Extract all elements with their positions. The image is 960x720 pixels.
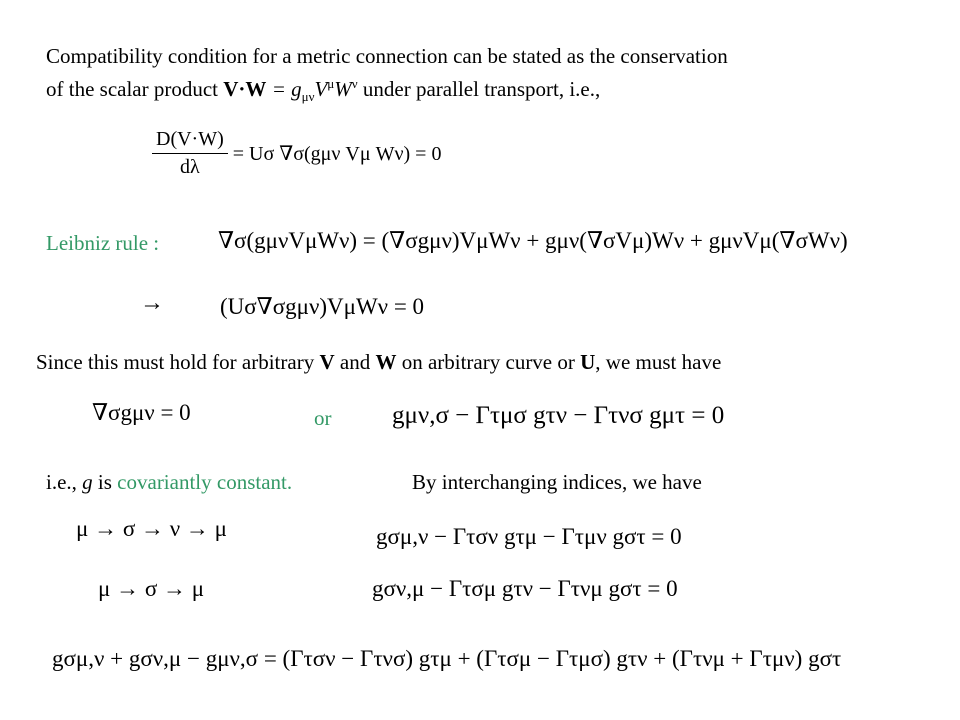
leibniz-label: Leibniz rule : — [46, 231, 160, 255]
conclusion-covariantly-constant: covariantly constant. — [117, 470, 293, 494]
since-and: and — [334, 350, 376, 374]
since-u: U — [580, 350, 596, 374]
conclusion-line — [46, 470, 292, 495]
conclusion-prefix: i.e., — [46, 470, 83, 494]
derivative-rhs: = Uσ ∇σ(gμν Vμ Wν) = 0 — [232, 143, 442, 165]
intro-line-2 — [46, 76, 600, 105]
permutation-1-equation: gσμ,ν − Γτσν gτμ − Γτμν gστ = 0 — [376, 524, 682, 549]
derivative-fraction — [152, 128, 228, 179]
intro-vector-w: W — [334, 77, 352, 101]
interchange-statement: By interchanging indices, we have — [412, 470, 702, 494]
implies-equation: (Uσ∇σgμν)VμWν = 0 — [220, 294, 425, 319]
intro-line-2-suffix: under parallel transport, i.e., — [357, 77, 601, 101]
since-v: V — [319, 350, 335, 374]
permutation-2-equation: gσν,μ − Γτσμ gτν − Γτνμ gστ = 0 — [372, 576, 678, 601]
or-label: or — [314, 406, 332, 430]
implies-arrow: → — [140, 290, 164, 316]
leibniz-equation: ∇σ(gμνVμWν) = (∇σgμν)VμWν + gμν(∇σVμ)Wν + gμνVμ(∇σWν) — [218, 228, 848, 253]
since-statement — [36, 350, 721, 375]
since-w: W — [375, 350, 397, 374]
metric-christoffel-equation: gμν,σ − Γτμσ gτν − Γτνσ gμτ = 0 — [392, 402, 725, 429]
intro-metric-g: = g — [266, 77, 302, 101]
since-prefix: Since this must hold for arbitrary — [36, 350, 320, 374]
intro-index-nu: ν — [351, 76, 358, 91]
derivative-numerator: D(V·W) — [152, 128, 228, 154]
derivative-denominator: dλ — [180, 156, 200, 178]
intro-index-mu: μ — [327, 76, 335, 91]
intro-metric-indices: μν — [301, 89, 315, 105]
since-suffix: , we must have — [595, 350, 722, 374]
intro-scalar-product: V·W — [223, 77, 267, 101]
intro-line-2-prefix: of the scalar product — [46, 77, 224, 101]
intro-line-1: Compatibility condition for a metric connection can be stated as the conservation — [46, 44, 728, 68]
permutation-2-label: μ → σ → μ — [98, 576, 205, 601]
permutation-1-label: μ → σ → ν → μ — [76, 516, 227, 541]
intro-vector-v: V — [314, 77, 328, 101]
since-middle: on arbitrary curve or — [396, 350, 581, 374]
conclusion-mid: is — [92, 470, 118, 494]
derivative-equation — [152, 128, 441, 179]
metric-covariant-equation: ∇σgμν = 0 — [92, 400, 191, 425]
conclusion-g: g — [82, 470, 93, 494]
final-equation: gσμ,ν + gσν,μ − gμν,σ = (Γτσν − Γτνσ) gτμ + (Γτσμ − Γτμσ) gτν + (Γτνμ + Γτμν) gστ — [52, 646, 842, 671]
